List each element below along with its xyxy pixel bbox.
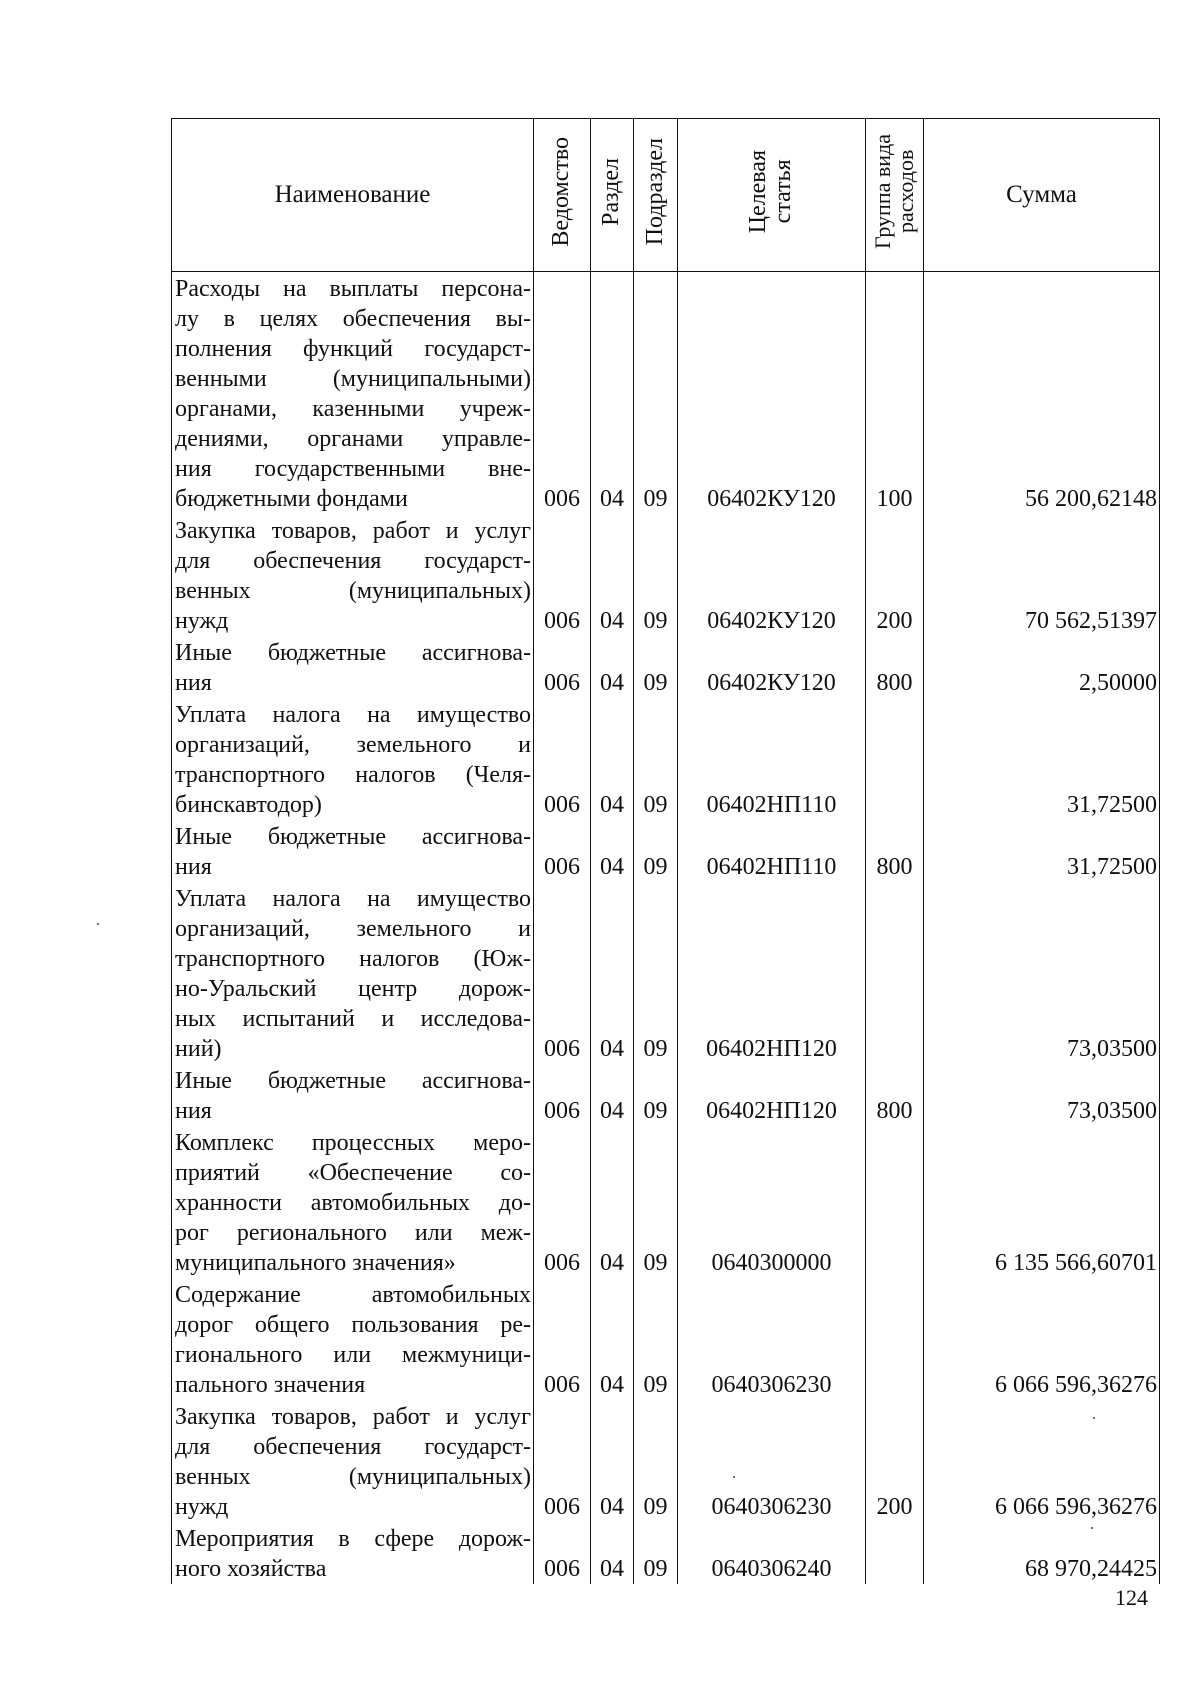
name-line: органами, казенными учреж- [175,396,531,422]
name-line: Мероприятия в сфере дорож- [175,1526,531,1552]
cell-name [172,514,534,636]
table-header [172,119,1160,272]
name-line: нужд [175,608,229,634]
name-line: венными (муниципальными) [175,366,531,392]
name-line: бюджетными фондами [175,486,408,512]
table-row [172,1400,1160,1522]
cell-name [172,882,534,1064]
name-line: Иные бюджетные ассигнова- [175,640,531,666]
cell-summa: 31,72500 [924,698,1160,820]
cell-gruppa: 800 [866,820,924,882]
header-summa: Сумма [924,119,1160,272]
page-number: 124 [1115,1585,1148,1610]
cell-gruppa: 800 [866,1064,924,1126]
cell-vedomstvo: 006 [534,636,591,698]
name-line: Уплата налога на имущество [175,702,531,728]
name-line: полнения функций государст- [175,336,531,362]
name-line: Комплекс процессных меро- [175,1130,531,1156]
cell-vedomstvo: 006 [534,272,591,515]
header-razdel: Раздел [591,119,634,272]
cell-razdel: 04 [591,1126,634,1278]
cell-vedomstvo: 006 [534,882,591,1064]
cell-summa: 31,72500 [924,820,1160,882]
cell-summa: 56 200,62148 [924,272,1160,515]
cell-summa: 6 066 596,36276 [924,1400,1160,1522]
cell-podrazdel: 09 [634,1522,678,1584]
cell-name [172,1400,534,1522]
cell-celevaya: 0640306230 [678,1278,866,1400]
name-line: приятий «Обеспечение со- [175,1160,531,1186]
cell-gruppa: 100 [866,272,924,515]
scan-speck [733,1476,735,1478]
table-row [172,820,1160,882]
cell-summa: 73,03500 [924,1064,1160,1126]
name-line: бинскавтодор) [175,792,322,818]
name-line: ных испытаний и исследова- [175,1006,531,1032]
name-line: ного хозяйства [175,1556,327,1582]
header-name: Наименование [172,119,534,272]
cell-summa: 70 562,51397 [924,514,1160,636]
name-line: ния [175,854,212,880]
table-row [172,514,1160,636]
cell-gruppa: 800 [866,636,924,698]
cell-podrazdel: 09 [634,272,678,515]
cell-name [172,1126,534,1278]
cell-vedomstvo: 006 [534,698,591,820]
scan-speck [1093,1417,1095,1419]
name-line: для обеспечения государст- [175,548,531,574]
cell-summa: 2,50000 [924,636,1160,698]
cell-podrazdel: 09 [634,698,678,820]
cell-podrazdel: 09 [634,820,678,882]
table-row [172,882,1160,1064]
cell-razdel: 04 [591,1522,634,1584]
name-line: ний) [175,1036,222,1062]
name-line: муниципального значения» [175,1250,456,1276]
cell-name [172,636,534,698]
table-row [172,698,1160,820]
cell-name [172,1522,534,1584]
scan-speck [97,923,99,925]
cell-summa: 73,03500 [924,882,1160,1064]
name-line: Иные бюджетные ассигнова- [175,1068,531,1094]
table-row [172,636,1160,698]
cell-podrazdel: 09 [634,882,678,1064]
cell-gruppa [866,698,924,820]
name-line: для обеспечения государст- [175,1434,531,1460]
name-line: транспортного налогов (Челя- [175,762,531,788]
table-row [172,1278,1160,1400]
cell-celevaya: 0640300000 [678,1126,866,1278]
cell-name [172,272,534,515]
cell-vedomstvo: 006 [534,1400,591,1522]
name-line: рог регионального или меж- [175,1220,531,1246]
cell-summa: 6 135 566,60701 [924,1126,1160,1278]
cell-celevaya: 06402КУ120 [678,514,866,636]
scan-speck [1091,1527,1093,1529]
name-line: ния государственными вне- [175,456,531,482]
cell-name [172,1064,534,1126]
cell-razdel: 04 [591,698,634,820]
name-line: Иные бюджетные ассигнова- [175,824,531,850]
name-line: Расходы на выплаты персона- [175,276,531,302]
name-line: пального значения [175,1372,366,1398]
budget-table [171,118,1160,1584]
name-line: Закупка товаров, работ и услуг [175,518,531,544]
cell-celevaya: 0640306230 [678,1400,866,1522]
cell-name [172,1278,534,1400]
name-line: Уплата налога на имущество [175,886,531,912]
cell-summa: 6 066 596,36276 [924,1278,1160,1400]
cell-summa: 68 970,24425 [924,1522,1160,1584]
cell-vedomstvo: 006 [534,1064,591,1126]
cell-celevaya: 06402НП110 [678,820,866,882]
header-gruppa: Группа вида расходов [866,119,924,272]
cell-vedomstvo: 006 [534,820,591,882]
name-line: хранности автомобильных до- [175,1190,531,1216]
cell-celevaya: 06402НП120 [678,1064,866,1126]
cell-podrazdel: 09 [634,1126,678,1278]
name-line: организаций, земельного и [175,732,531,758]
cell-podrazdel: 09 [634,1400,678,1522]
cell-razdel: 04 [591,514,634,636]
name-line: дорог общего пользования ре- [175,1312,531,1338]
cell-gruppa [866,882,924,1064]
cell-gruppa: 200 [866,514,924,636]
cell-gruppa [866,1522,924,1584]
cell-razdel: 04 [591,820,634,882]
cell-celevaya: 0640306240 [678,1522,866,1584]
name-line: дениями, органами управле- [175,426,531,452]
cell-podrazdel: 09 [634,514,678,636]
cell-gruppa [866,1126,924,1278]
name-line: Содержание автомобильных [175,1282,531,1308]
cell-vedomstvo: 006 [534,514,591,636]
name-line: но-Уральский центр дорож- [175,976,531,1002]
cell-celevaya: 06402НП120 [678,882,866,1064]
cell-celevaya: 06402КУ120 [678,636,866,698]
cell-razdel: 04 [591,1278,634,1400]
cell-podrazdel: 09 [634,1064,678,1126]
table-body [172,272,1160,1585]
cell-name [172,698,534,820]
name-line: лу в целях обеспечения вы- [175,306,531,332]
cell-razdel: 04 [591,272,634,515]
name-line: транспортного налогов (Юж- [175,946,531,972]
name-line: венных (муниципальных) [175,1464,531,1490]
header-celevaya: Целевая статья [678,119,866,272]
table-row [172,272,1160,515]
cell-razdel: 04 [591,1064,634,1126]
cell-vedomstvo: 006 [534,1278,591,1400]
cell-celevaya: 06402КУ120 [678,272,866,515]
cell-vedomstvo: 006 [534,1522,591,1584]
name-line: нужд [175,1494,229,1520]
cell-podrazdel: 09 [634,636,678,698]
name-line: гионального или межмуници- [175,1342,531,1368]
header-vedomstvo: Ведомство [534,119,591,272]
cell-razdel: 04 [591,1400,634,1522]
cell-vedomstvo: 006 [534,1126,591,1278]
cell-gruppa: 200 [866,1400,924,1522]
name-line: Закупка товаров, работ и услуг [175,1404,531,1430]
cell-celevaya: 06402НП110 [678,698,866,820]
table-row [172,1522,1160,1584]
cell-podrazdel: 09 [634,1278,678,1400]
table-row [172,1126,1160,1278]
cell-name [172,820,534,882]
cell-gruppa [866,1278,924,1400]
name-line: ния [175,670,212,696]
name-line: организаций, земельного и [175,916,531,942]
name-line: венных (муниципальных) [175,578,531,604]
cell-razdel: 04 [591,636,634,698]
name-line: ния [175,1098,212,1124]
header-podrazdel: Подраздел [634,119,678,272]
table-row [172,1064,1160,1126]
cell-razdel: 04 [591,882,634,1064]
